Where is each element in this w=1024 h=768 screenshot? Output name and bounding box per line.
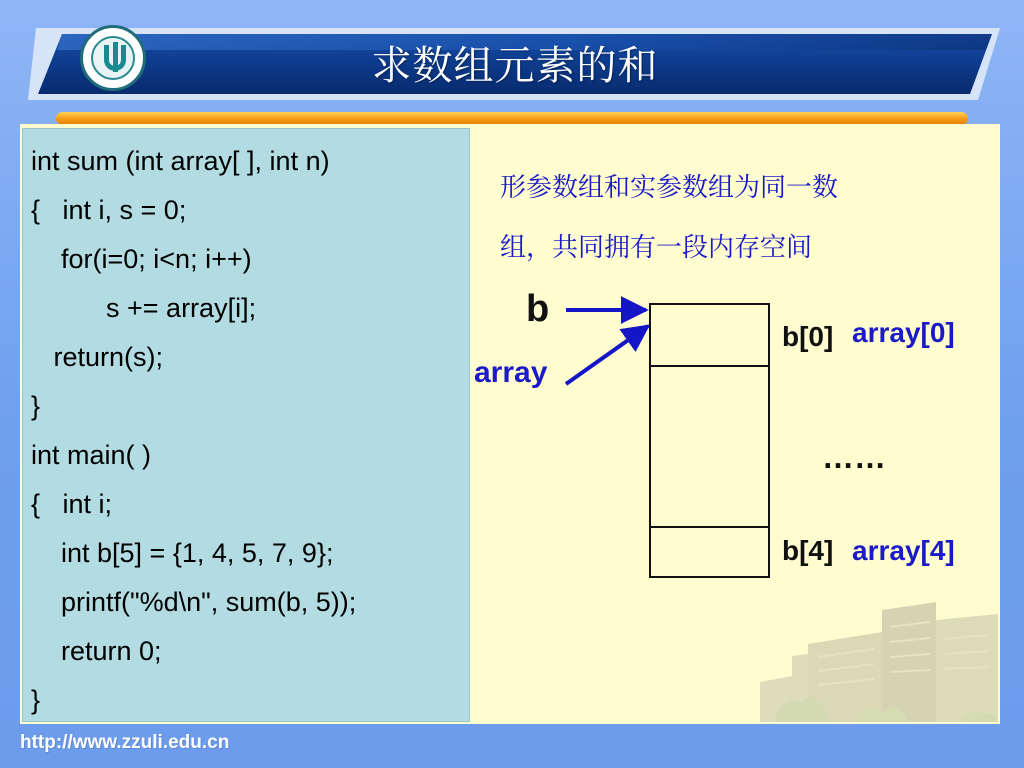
code-line-9: int b[5] = {1, 4, 5, 7, 9}; bbox=[31, 538, 334, 568]
shared-memory-note-line-1: 形参数组和实参数组为同一数 bbox=[500, 173, 839, 203]
code-line-2: { int i, s = 0; bbox=[31, 195, 187, 225]
pointer-array-label: array bbox=[474, 356, 548, 389]
shared-memory-note-line-2: 组，共同拥有一段内存空间 bbox=[500, 233, 813, 263]
code-line-6: } bbox=[31, 391, 41, 421]
slide-title: 求数组元素的和 bbox=[371, 43, 659, 89]
code-line-10: printf("%d\n", sum(b, 5)); bbox=[31, 587, 357, 617]
code-line-7: int main( ) bbox=[31, 440, 152, 470]
array-element-b0-label: b[0] bbox=[782, 321, 834, 352]
code-line-8: { int i; bbox=[31, 489, 113, 519]
code-line-12: } bbox=[31, 685, 41, 715]
memory-cell-divider-1 bbox=[651, 365, 768, 367]
pointer-array-arrow bbox=[566, 326, 648, 384]
array-element-array4-label: array[4] bbox=[852, 535, 955, 566]
code-line-5: return(s); bbox=[31, 342, 164, 372]
array-ellipsis: …… bbox=[822, 439, 886, 475]
code-line-11: return 0; bbox=[31, 636, 162, 666]
memory-cell-divider-2 bbox=[651, 526, 768, 528]
array-memory-block bbox=[649, 303, 770, 578]
array-element-b4-label: b[4] bbox=[782, 535, 834, 566]
code-line-4: s += array[i]; bbox=[31, 293, 257, 323]
footer-url: http://www.zzuli.edu.cn bbox=[20, 732, 230, 753]
code-line-1: int sum (int array[ ], int n) bbox=[31, 146, 330, 176]
array-element-array0-label: array[0] bbox=[852, 317, 955, 348]
code-line-3: for(i=0; i<n; i++) bbox=[31, 244, 252, 274]
pointer-b-label: b bbox=[526, 288, 550, 330]
